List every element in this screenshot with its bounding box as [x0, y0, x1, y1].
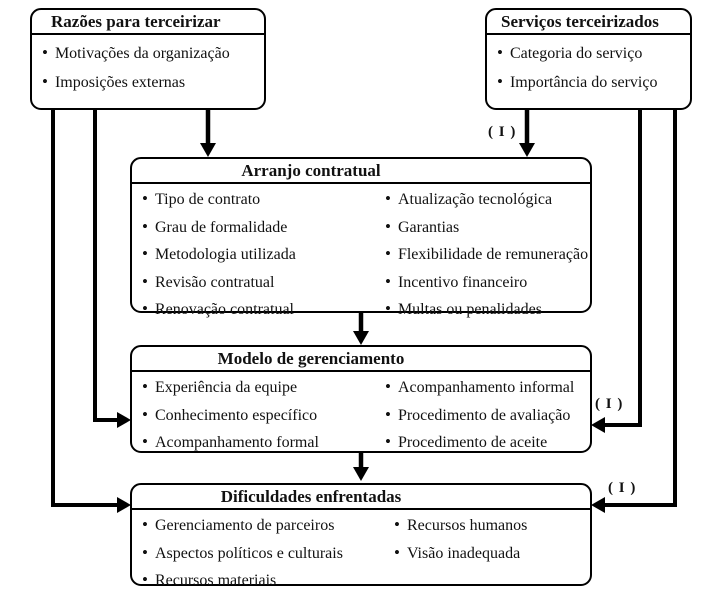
- list-item: • Acompanhamento formal: [142, 429, 373, 457]
- list-item: • Grau de formalidade: [142, 214, 373, 242]
- list-item: • Importância do serviço: [497, 68, 688, 97]
- arrow-servicos-to-modelo: [591, 110, 640, 433]
- list-item: • Multas ou penalidades: [385, 296, 588, 324]
- list-item: • Recursos humanos: [394, 512, 588, 540]
- influence-label-modelo: ( I ): [595, 396, 624, 412]
- arrow-razoes-to-modelo: [95, 110, 131, 428]
- bullet-list: [487, 35, 690, 97]
- list-item: • Visão inadequada: [394, 540, 588, 568]
- bullet-list: [32, 35, 264, 97]
- arrow-servicos-to-arranjo: [519, 110, 535, 157]
- list-item: • Experiência da equipe: [142, 374, 373, 402]
- box-title: Razões para terceirizar: [32, 10, 264, 35]
- list-item: • Garantias: [385, 214, 588, 242]
- list-item: • Imposições externas: [42, 68, 262, 97]
- list-item: • Metodologia utilizada: [142, 241, 373, 269]
- list-item: • Revisão contratual: [142, 269, 373, 297]
- bullet-list-right: [375, 184, 590, 324]
- list-item: • Acompanhamento informal: [385, 374, 588, 402]
- influence-label-arranjo: ( I ): [488, 124, 517, 140]
- box-servicos-terceirizados: [485, 8, 692, 110]
- influence-label-dificuldades: ( I ): [608, 480, 637, 496]
- list-item: • Flexibilidade de remuneração: [385, 241, 588, 269]
- list-item: • Renovação contratual: [142, 296, 373, 324]
- list-item: • Procedimento de aceite: [385, 429, 588, 457]
- box-title: Modelo de gerenciamento: [132, 347, 590, 372]
- list-item: • Tipo de contrato: [142, 186, 373, 214]
- box-dificuldades-enfrentadas: [130, 483, 592, 589]
- box-razoes-para-terceirizar: [30, 8, 266, 110]
- box-arranjo-contratual: [130, 157, 592, 318]
- arrow-razoes-to-dificuldades: [53, 110, 131, 513]
- bullet-list-right: [384, 510, 590, 592]
- list-item: • Motivações da organização: [42, 39, 262, 68]
- box-title: Arranjo contratual: [132, 159, 590, 184]
- bullet-list-left: [132, 510, 384, 592]
- box-title: Dificuldades enfrentadas: [132, 485, 590, 510]
- bullet-list-left: [132, 184, 375, 324]
- list-item: • Categoria do serviço: [497, 39, 688, 68]
- list-item: • Gerenciamento de parceiros: [142, 512, 382, 540]
- bullet-list-right: [375, 372, 590, 457]
- arrow-servicos-to-dificuldades: [591, 110, 675, 513]
- arrow-razoes-to-arranjo: [200, 110, 216, 157]
- list-item: • Aspectos políticos e culturais: [142, 540, 382, 568]
- list-item: • Incentivo financeiro: [385, 269, 588, 297]
- list-item: • Conhecimento específico: [142, 402, 373, 430]
- bullet-list-left: [132, 372, 375, 457]
- list-item: • Recursos materiais: [142, 567, 382, 592]
- box-title: Serviços terceirizados: [487, 10, 690, 35]
- list-item: • Procedimento de avaliação: [385, 402, 588, 430]
- box-modelo-de-gerenciamento: [130, 345, 592, 453]
- list-item: • Atualização tecnológica: [385, 186, 588, 214]
